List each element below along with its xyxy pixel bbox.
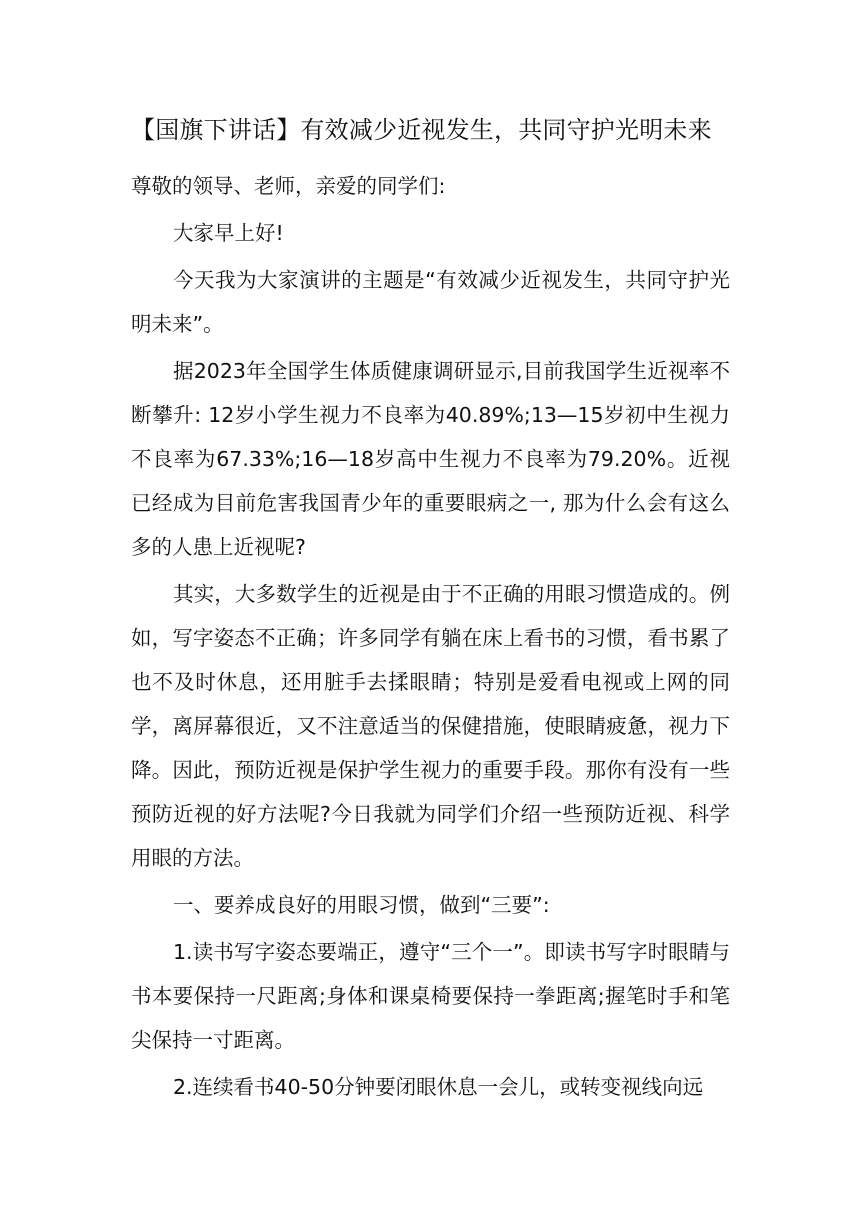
causes-paragraph: 其实，大多数学生的近视是由于不正确的用眼习惯造成的。例如，写字姿态不正确；许多同学有躺在床上看书的习惯，看书累了也不及时休息，还用脏手去揉眼睛；特别是爱看电视或上网的同学，离屏幕很近，又不注意适当的保健措施，使眼睛疲惫，视力下降。因此，预防近视是保护学生视力的重要手段。那你有没有一些预防近视的好方法呢?今日我就为同学们介绍一些预防近视、科学用眼的方法。: [131, 582, 730, 870]
greeting-paragraph: 大家早上好!: [173, 221, 284, 245]
salutation-paragraph: 尊敬的领导、老师，亲爱的同学们:: [131, 174, 446, 198]
document-title: 【国旗下讲话】有效减少近视发生，共同守护光明未来: [131, 116, 712, 144]
topic-paragraph: 今天我为大家演讲的主题是“有效减少近视发生，共同守护光明未来”。: [131, 268, 730, 336]
rest-paragraph: 2.连续看书40-50分钟要闭眼休息一会儿，或转变视线向远: [173, 1075, 704, 1099]
habits-heading-paragraph: 一、要养成良好的用眼习惯，做到“三要”:: [173, 893, 550, 917]
document-body: [131, 164, 730, 1109]
statistics-paragraph: 据2023年全国学生体质健康调研显示,目前我国学生近视率不断攀升: 12岁小学生视力不良率为40.89%;13—15岁初中生视力不良率为67.33%;16—18岁高中生视力不良率为79.20%。近视已经成为目前危害我国青少年的重要眼病之一, 那为什么会有这么多的人患上近视呢?: [131, 359, 730, 559]
posture-paragraph: 1.读书写字姿态要端正，遵守“三个一”。即读书写字时眼睛与书本要保持一尺距离;身体和课桌椅要保持一拳距离;握笔时手和笔尖保持一寸距离。: [131, 940, 730, 1052]
